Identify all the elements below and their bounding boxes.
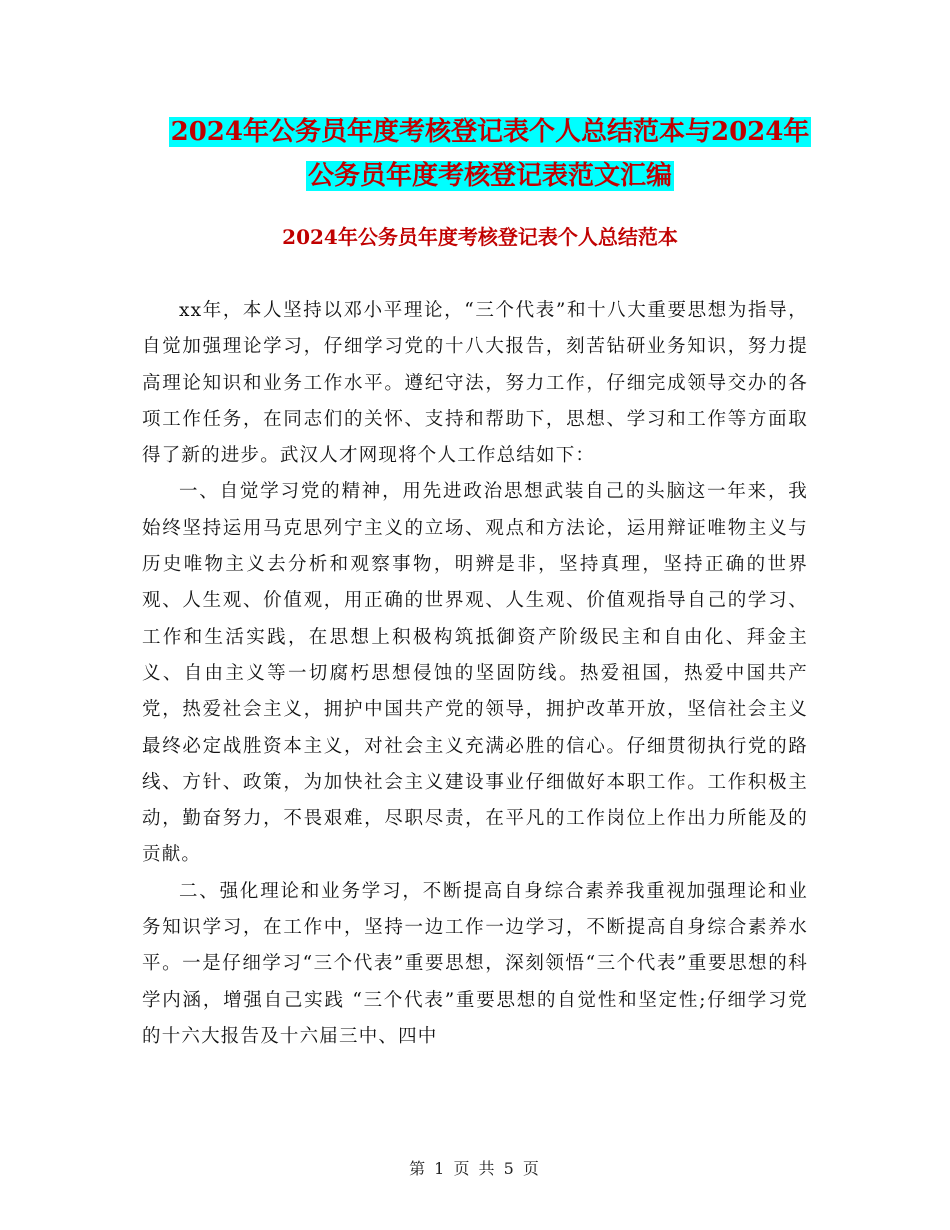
document-title-line2: 公务员年度考核登记表范文汇编 <box>307 161 672 191</box>
paragraph-section-two: 二、强化理论和业务学习，不断提高自身综合素养我重视加强理论和业务知识学习，在工作中，坚持一边工作一边学习，不断提高自身综合素养水平。一是仔细学习“三个代表”重要思想，深刻领悟“三个代表”重要思想的科学内涵，增强自己实践 “三个代表”重要思想的自觉性和坚定性;仔细学习党的十六大报告及十六届三中、四中 <box>142 880 808 1047</box>
section-title: 2024年公务员年度考核登记表个人总结范本 <box>282 225 678 249</box>
document-body <box>142 293 808 1055</box>
page-footer: 第 1 页 共 5 页 <box>409 1159 541 1178</box>
document-title-line1: 2024年公务员年度考核登记表个人总结范本与2024年 <box>170 117 810 147</box>
paragraph-intro: xx年，本人坚持以邓小平理论，“三个代表”和十八大重要思想为指导，自觉加强理论学习，仔细学习党的十八大报告，刻苦钻研业务知识，努力提高理论知识和业务工作水平。遵纪守法，努力工作，仔细完成领导交办的各项工作任务，在同志们的关怀、支持和帮助下，思想、学习和工作等方面取得了新的进步。武汉人才网现将个人工作总结如下： <box>142 300 808 467</box>
paragraph-section-one: 一、自觉学习党的精神，用先进政治思想武装自己的头脑这一年来，我始终坚持运用马克思列宁主义的立场、观点和方法论，运用辩证唯物主义与历史唯物主义去分析和观察事物，明辨是非，坚持真理，坚持正确的世界观、人生观、价值观，用正确的世界观、人生观、价值观指导自己的学习、工作和生活实践，在思想上积极构筑抵御资产阶级民主和自由化、拜金主义、自由主义等一切腐朽思想侵蚀的坚固防线。热爱祖国，热爱中国共产党，热爱社会主义，拥护中国共产党的领导，拥护改革开放，坚信社会主义最终必定战胜资本主义，对社会主义充满必胜的信心。仔细贯彻执行党的路线、方针、政策，为加快社会主义建设事业仔细做好本职工作。工作积极主动，勤奋努力，不畏艰难，尽职尽责，在平凡的工作岗位上作出力所能及的贡献。 <box>142 481 808 866</box>
document-title <box>150 110 830 198</box>
